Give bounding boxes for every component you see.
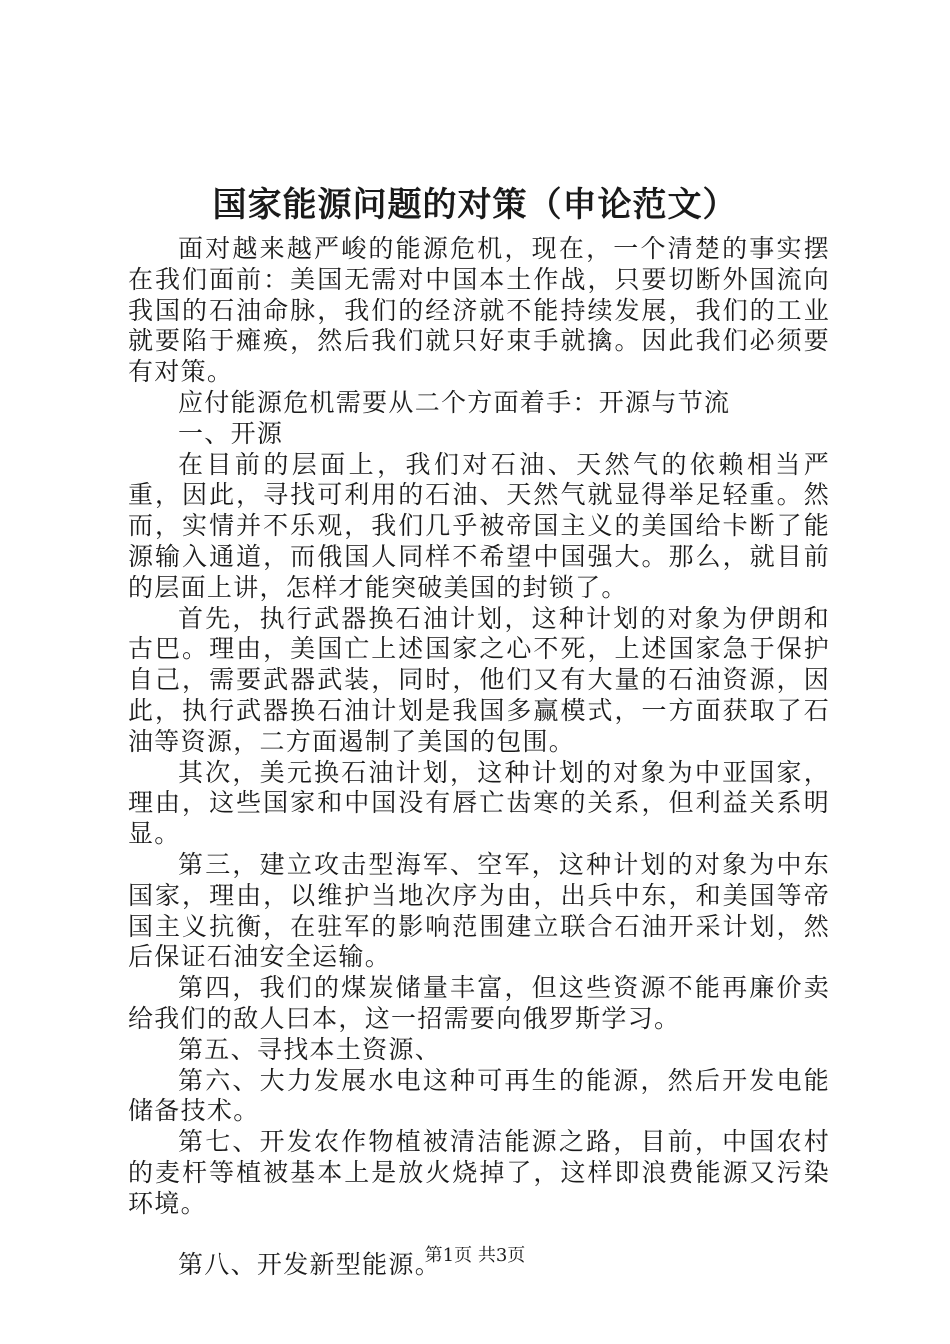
paragraph-seventh: 第七、开发农作物植被清洁能源之路，目前，中国农村的麦杆等植被基本上是放火烧掉了，这样即浪费能源又污染环境。 [128,1127,830,1218]
paragraph-sixth: 第六、大力发展水电这种可再生的能源，然后开发电能储备技术。 [128,1065,830,1126]
section-heading-kaiyuan: 一、开源 [178,418,284,448]
paragraph-fourth: 第四，我们的煤炭储量丰富，但这些资源不能再廉价卖给我们的敌人曰本，这一招需要向俄罗斯学习。 [128,973,830,1033]
paragraph-first: 首先，执行武器换石油计划，这种计划的对象为伊朗和古巴。理由，美国亡上述国家之心不死，上述国家急于保护自己，需要武器武装，同时，他们又有大量的石油资源，因此，执行武器换石油计划是我国多赢模式，一方面获取了石油等资源，二方面遏制了美国的包围。 [128,603,830,756]
paragraph-approach: 应付能源危机需要从二个方面着手：开源与节流 [178,387,731,417]
paragraph-second: 其次，美元换石油计划，这种计划的对象为中亚国家，理由，这些国家和中国没有唇亡齿寒的关系，但利益关系明显。 [128,757,830,849]
paragraph-eighth: 第八、开发新型能源。 [178,1249,442,1279]
paragraph-intro: 面对越来越严峻的能源危机，现在，一个清楚的事实摆在我们面前：美国无需对中国本土作战，只要切断外国流向我国的石油命脉，我们的经济就不能持续发展，我们的工业就要陷于瘫痪，然后我们就只好束手就擒。因此我们必须要有对策。 [128,234,830,387]
document-body [128,234,830,1280]
paragraph-current-situation: 在目前的层面上，我们对石油、天然气的依赖相当严重，因此，寻找可利用的石油、天然气就显得举足轻重。然而，实情并不乐观，我们几乎被帝国主义的美国给卡断了能源输入通道，而俄国人同样不希望中国强大。那么，就目前的层面上讲，怎样才能突破美国的封锁了。 [128,449,830,602]
page-footer: 第1页 共3页 [424,1245,526,1266]
paragraph-third: 第三，建立攻击型海军、空军，这种计划的对象为中东国家，理由，以维护当地次序为由，出兵中东，和美国等帝国主义抗衡，在驻军的影响范围建立联合石油开采计划，然后保证石油安全运输。 [128,849,830,972]
paragraph-fifth: 第五、寻找本土资源、 [178,1034,442,1064]
document-title: 国家能源问题的对策（申论范文） [212,185,738,225]
